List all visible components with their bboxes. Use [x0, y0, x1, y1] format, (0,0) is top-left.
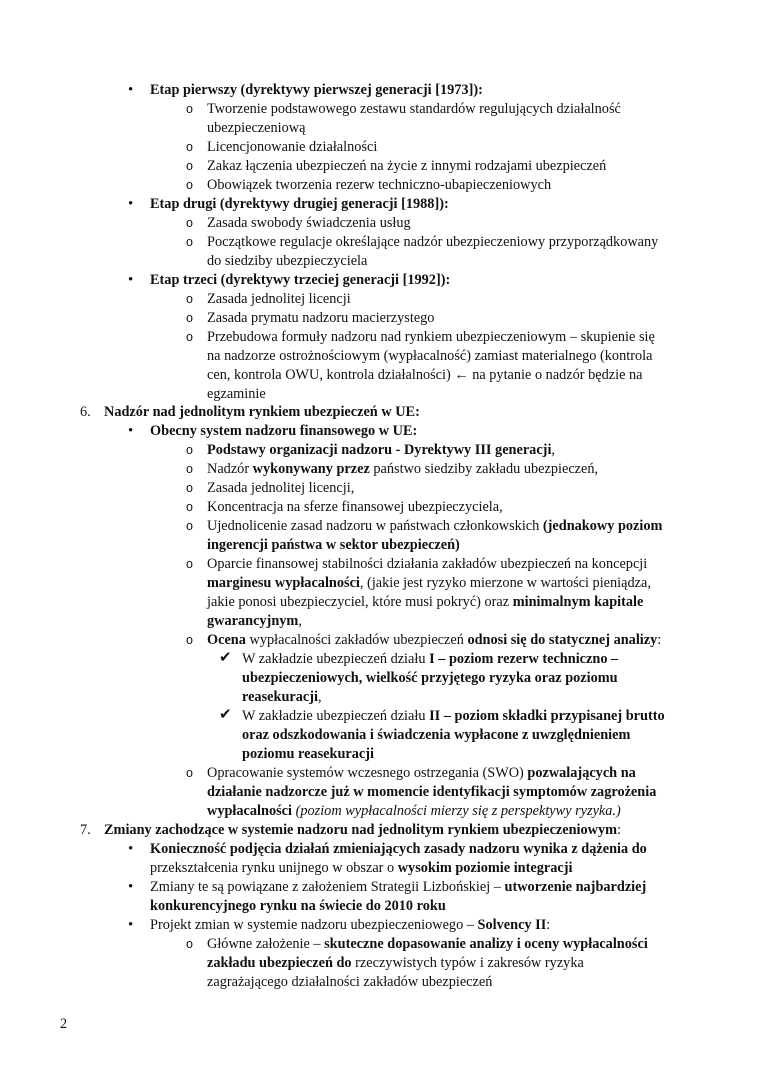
- s6-check-2: [242, 707, 665, 726]
- s6-item-2: [207, 460, 598, 479]
- s6-item-7-b: wypłacalności zakładów ubezpieczeń: [249, 632, 464, 648]
- section-6-subtitle: Obecny system nadzoru finansowego w UE:: [150, 423, 418, 439]
- circle-marker: o: [186, 216, 193, 230]
- s6-item-4: Koncentracja na sferze finansowej ubezpieczyciela,: [207, 499, 503, 515]
- s7-bullet-1-cont: [150, 859, 572, 878]
- circle-marker: o: [186, 443, 193, 457]
- stage3-item-3-text: cen, kontrola OWU, kontrola działalności): [207, 367, 451, 383]
- s6-item-3: Zasada jednolitej licencji,: [207, 480, 355, 496]
- stage3-item-3: Przebudowa formuły nadzoru nad rynkiem ubezpieczeniowym – skupienie się: [207, 329, 655, 345]
- section-6-title: Nadzór nad jednolitym rynkiem ubezpieczeń w UE:: [104, 404, 420, 420]
- stage3-title: Etap trzeci (dyrektywy trzeciej generacji [1992]):: [150, 272, 451, 288]
- s6-check-1-b: I – poziom rezerw techniczno –: [429, 651, 619, 667]
- s7-bullet-1: Konieczność podjęcia działań zmieniających zasady nadzoru wynika z dążenia do: [150, 841, 647, 857]
- s6-item-6-g: ,: [298, 613, 302, 629]
- stage1-item-1-cont: ubezpieczeniową: [207, 120, 306, 136]
- circle-marker: o: [186, 481, 193, 495]
- stage3-item-3-cont3: egzaminie: [207, 386, 266, 402]
- s6-item-7-d: :: [657, 632, 662, 648]
- circle-marker: o: [186, 140, 193, 154]
- circle-marker: o: [186, 235, 193, 249]
- circle-marker: o: [186, 330, 193, 344]
- bullet-marker: •: [128, 879, 134, 895]
- circle-marker: o: [186, 633, 193, 647]
- s6-item-5-cont: ingerencji państwa w sektor ubezpieczeń): [207, 537, 460, 553]
- bullet-marker: •: [128, 196, 134, 212]
- stage1-item-4: Obowiązek tworzenia rezerw techniczno-ubapieczeniowych: [207, 177, 552, 193]
- circle-marker: o: [186, 102, 193, 116]
- circle-marker: o: [186, 519, 193, 533]
- s7-bullet-2: [150, 878, 646, 897]
- s6-item-8-cont: działanie nadzorcze już w momencie identyfikacji symptomów zagrożenia: [207, 784, 657, 800]
- s6-item-8-a: Opracowanie systemów wczesnego ostrzegania (SWO): [207, 765, 524, 781]
- bullet-marker: •: [128, 272, 134, 288]
- s6-item-8-b: pozwalających na: [527, 765, 636, 781]
- stage2-item-1: Zasada swobody świadczenia usług: [207, 215, 411, 231]
- stage2-title: Etap drugi (dyrektywy drugiej generacji [1988]):: [150, 196, 449, 212]
- s6-item-1-end: ,: [551, 442, 555, 458]
- s7-sub-1-c: zakładu ubezpieczeń do: [207, 955, 352, 971]
- s6-item-2-c: państwo siedziby zakładu ubezpieczeń,: [373, 461, 599, 477]
- s6-check-1-cont2: [242, 688, 322, 707]
- s7-sub-1-cont2: zagrażającego działalności zakładów ubezpieczeń: [207, 974, 493, 990]
- circle-marker: o: [186, 766, 193, 780]
- s6-item-6-c: , (jakie jest ryzyko mierzone w wartości pieniądza,: [359, 575, 651, 591]
- circle-marker: o: [186, 462, 193, 476]
- s6-item-6-cont: [207, 574, 651, 593]
- s6-item-7-c: odnosi się do statycznej analizy: [467, 632, 658, 648]
- stage1-item-1: Tworzenie podstawowego zestawu standardów regulujących działalność: [207, 101, 621, 117]
- s6-item-7: [207, 631, 661, 650]
- s6-item-5: [207, 517, 662, 536]
- arrow-left-icon: ←: [454, 367, 469, 383]
- s7-sub-1-a: Główne założenie –: [207, 936, 321, 952]
- section-7-title: [104, 821, 621, 840]
- section-7-title-bold: Zmiany zachodzące w systemie nadzoru nad jednolitym rynkiem ubezpieczeniowym: [104, 822, 618, 838]
- section-7-title-end: :: [617, 822, 622, 838]
- s6-item-8-cont2: [207, 802, 621, 821]
- stage1-item-3: Zakaz łączenia ubezpieczeń na życie z innymi rodzajami ubezpieczeń: [207, 158, 607, 174]
- bullet-marker: •: [128, 917, 134, 933]
- s6-check-1-a: W zakładzie ubezpieczeń działu: [242, 651, 426, 667]
- s6-check-1: [242, 650, 618, 669]
- stage3-item-2: Zasada prymatu nadzoru macierzystego: [207, 310, 435, 326]
- s6-check-2-cont: oraz odszkodowania i świadczenia wypłacone z uwzględnieniem: [242, 727, 631, 743]
- circle-marker: o: [186, 937, 193, 951]
- stage3-item-3-cont2: [207, 366, 643, 385]
- s6-item-1-bold: Podstawy organizacji nadzoru - Dyrektywy III generacji: [207, 442, 552, 458]
- s7-sub-1-d: rzeczywistych typów i zakresów ryzyka: [355, 955, 584, 971]
- section-6-number: 6.: [80, 404, 91, 420]
- s7-sub-1-cont: [207, 954, 584, 973]
- s6-item-2-a: Nadzór: [207, 461, 250, 477]
- s6-item-7-a: Ocena: [207, 632, 246, 648]
- s6-check-1-e: ,: [317, 689, 322, 705]
- s6-check-1-cont: ubezpieczeniowych, wielkość przyjętego ryzyka oraz poziomu: [242, 670, 618, 686]
- bullet-marker: •: [128, 423, 134, 439]
- s6-item-6-cont3: [207, 612, 302, 631]
- s6-item-6-e: minimalnym kapitale: [512, 594, 644, 610]
- stage1-item-2: Licencjonowanie działalności: [207, 139, 378, 155]
- s7-bullet-1-b: przekształcenia rynku unijnego w obszar o: [150, 860, 395, 876]
- s7-bullet-3-b: Solvency II: [477, 917, 547, 933]
- s7-bullet-1-c: wysokim poziomie integracji: [397, 860, 573, 876]
- s6-item-8-d: wypłacalności: [207, 803, 292, 819]
- s7-bullet-3-c: :: [546, 917, 551, 933]
- bullet-marker: •: [128, 841, 134, 857]
- circle-marker: o: [186, 557, 193, 571]
- stage3-item-3-note: na pytanie o nadzór będzie na: [472, 367, 643, 383]
- s7-bullet-2-b: utworzenie najbardziej: [504, 879, 647, 895]
- bullet-marker: •: [128, 82, 134, 98]
- circle-marker: o: [186, 311, 193, 325]
- circle-marker: o: [186, 159, 193, 173]
- s6-item-1: [207, 441, 555, 460]
- checkmark-icon: ✔: [219, 648, 232, 666]
- s6-check-2-b: II – poziom składki przypisanej brutto: [429, 708, 665, 724]
- s7-bullet-3: [150, 916, 550, 935]
- s7-bullet-3-a: Projekt zmian w systemie nadzoru ubezpieczeniowego –: [150, 917, 474, 933]
- s6-item-6-b: marginesu wypłacalności: [207, 575, 360, 591]
- stage3-item-1: Zasada jednolitej licencji: [207, 291, 351, 307]
- s7-bullet-2-cont: konkurencyjnego rynku na świecie do 2010 roku: [150, 898, 446, 914]
- stage3-item-3-cont: na nadzorze ostrożnościowym (wypłacalność) zamiast materialnego (kontrola: [207, 348, 653, 364]
- s6-item-6: Oparcie finansowej stabilności działania zakładów ubezpieczeń na koncepcji: [207, 556, 648, 572]
- s7-sub-1-b: skuteczne dopasowanie analizy i oceny wypłacalności: [324, 936, 648, 952]
- stage1-title: Etap pierwszy (dyrektywy pierwszej generacji [1973]):: [150, 82, 483, 98]
- circle-marker: o: [186, 178, 193, 192]
- s6-item-6-d: jakie ponosi ubezpieczyciel, które musi pokryć) oraz: [207, 594, 510, 610]
- circle-marker: o: [186, 292, 193, 306]
- s6-item-6-f: gwarancyjnym: [207, 613, 299, 629]
- s6-item-8: [207, 764, 636, 783]
- stage2-item-2-cont: do siedziby ubezpieczyciela: [207, 253, 368, 269]
- s6-check-2-a: W zakładzie ubezpieczeń działu: [242, 708, 426, 724]
- s6-item-8-e: (poziom wypłacalności mierzy się z perspektywy ryzyka.): [295, 803, 621, 819]
- s6-item-5-b: (jednakowy poziom: [542, 518, 663, 534]
- section-7-number: 7.: [80, 822, 91, 838]
- s6-item-2-b: wykonywany przez: [252, 461, 370, 477]
- s6-item-6-cont2: [207, 593, 643, 612]
- checkmark-icon: ✔: [219, 705, 232, 723]
- circle-marker: o: [186, 500, 193, 514]
- s7-sub-1: [207, 935, 648, 954]
- page-number: 2: [60, 1016, 68, 1032]
- s6-check-1-d: reasekuracji: [242, 689, 318, 705]
- s6-check-2-cont2: poziomu reasekuracji: [242, 746, 374, 762]
- stage2-item-2: Początkowe regulacje określające nadzór ubezpieczeniowy przyporządkowany: [207, 234, 659, 250]
- s6-item-5-a: Ujednolicenie zasad nadzoru w państwach członkowskich: [207, 518, 540, 534]
- s7-bullet-2-a: Zmiany te są powiązane z założeniem Strategii Lizbońskiej –: [150, 879, 501, 895]
